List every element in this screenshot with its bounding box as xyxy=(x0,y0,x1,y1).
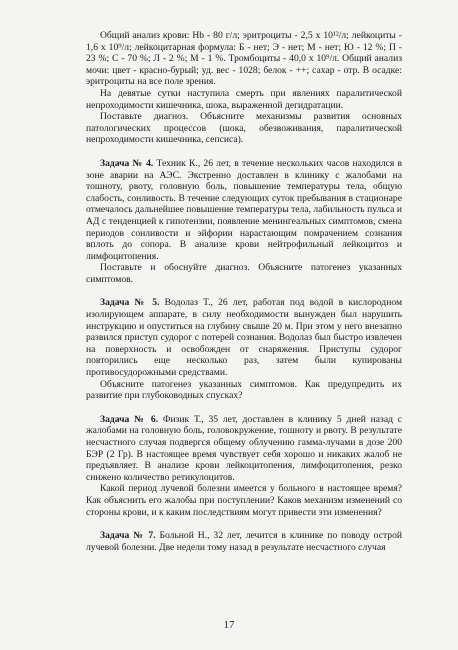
task4-title: Задача № 4. xyxy=(100,157,154,169)
task3-question-paragraph xyxy=(86,111,402,146)
task5-question-paragraph xyxy=(86,379,402,402)
paragraph-text: Физик Т., 35 лет, доставлен в клинику 5 дней назад с жалобами на головную боль, головокружение, тошноту и рвоту. В результате несчастного случая подвергся общему облучению гамма-лучами в дозе 200 БЭР (2 Гр). В настоящее время чувствует себя хорошо и никаких жалоб не предъявляет. В анализе крови лейкоцитопения, лимфоцитопения, резко снижено количество ретикулоцитов. xyxy=(86,413,402,483)
task6-question-paragraph xyxy=(86,483,402,518)
task4-question-paragraph xyxy=(86,262,402,285)
paragraph-text: Техник К., 26 лет, в течение нескольких часов находился в зоне аварии на АЭС. Экстренно доставлен в клинику с жалобами на тошноту, рвоту, головную боль, повышение температуры тела, общую слабость, сонливость. В течение следующих суток пребывания в стационаре отмечалось дальнейшее повышение температуры тела, лабильность пульса и АД с тенденцией к гипотензии, появление менингеальных симптомов, смена периодов сонливости и эйфории нарастающим помрачением сознания вплоть до сопора. В анализе крови нейтрофильный лейкоцитоз и лимфоцитопения. xyxy=(86,157,402,262)
paragraph-text: Какой период лучевой болезни имеется у больного в настоящее время? Как объяснить его жалобы при поступлении? Каков механизм изменений со стороны крови, и к каким последствиям могут привести эти изменения? xyxy=(86,483,402,518)
task6-title: Задача № 6. xyxy=(100,413,159,425)
paragraph-text: Поставьте диагноз. Объясните механизмы развития основных патологических процессов (шока, обезвоживания, паралитической непроходимости кишечника, сепсиса). xyxy=(86,111,402,146)
task5-title: Задача № 5. xyxy=(100,297,160,309)
task5-paragraph xyxy=(86,297,402,378)
paragraph-text: Общий анализ крови: Hb - 80 г/л; эритроциты - 2,5 х 10¹²/л; лейкоциты - 1,6 х 10⁹/л; лейкоцитарная формула: Б - нет; Э - нет; М - нет; Ю - 12 %; П - 23 %; С - 70 %; Л - 2 %; М - 1 %. Тромбоциты - 40,0 х 10⁹/л. Общий анализ мочи: цвет - красно-бурый; уд. вес - 1028; белок - ++; сахар - отр. В осадке: эритроциты на все поле зрения. xyxy=(86,30,402,88)
task6-paragraph xyxy=(86,414,402,484)
outcome-paragraph xyxy=(86,88,402,111)
blood-urine-analysis-paragraph xyxy=(86,30,402,88)
task7-paragraph xyxy=(86,530,402,553)
paragraph-text: Поставьте и обоснуйте диагноз. Объясните патогенез указанных симптомов. xyxy=(86,262,402,285)
paragraph-text: Больной Н., 32 лет, лечится в клинике по поводу острой лучевой болезни. Две недели тому назад в результате несчастного случая xyxy=(86,530,403,553)
task7-title: Задача № 7. xyxy=(100,530,156,542)
paragraph-text: Объясните патогенез указанных симптомов. Как предупредить их развитие при глубоководных спусках? xyxy=(86,378,402,402)
task4-paragraph xyxy=(86,158,402,262)
page-number: 17 xyxy=(223,619,235,631)
paragraph-text: Водолаз Т., 26 лет, работая под водой в кислородном изолирующем аппарате, в силу необходимости вынужден был нарушить инструкцию и опуститься на глубину свыше 20 м. При этом у него внезапно развился приступ судорог с потерей сознания. Водолаз был быстро извлечен на поверхность и освобожден от снаряжения. Приступы судорог повторились еще несколько раз, затем были купированы противосудорожными средствами. xyxy=(86,297,403,379)
paragraph-text: На девятые сутки наступила смерть при явлениях паралитической непроходимости кишечника, шока, выраженной дегидратации. xyxy=(86,87,402,111)
